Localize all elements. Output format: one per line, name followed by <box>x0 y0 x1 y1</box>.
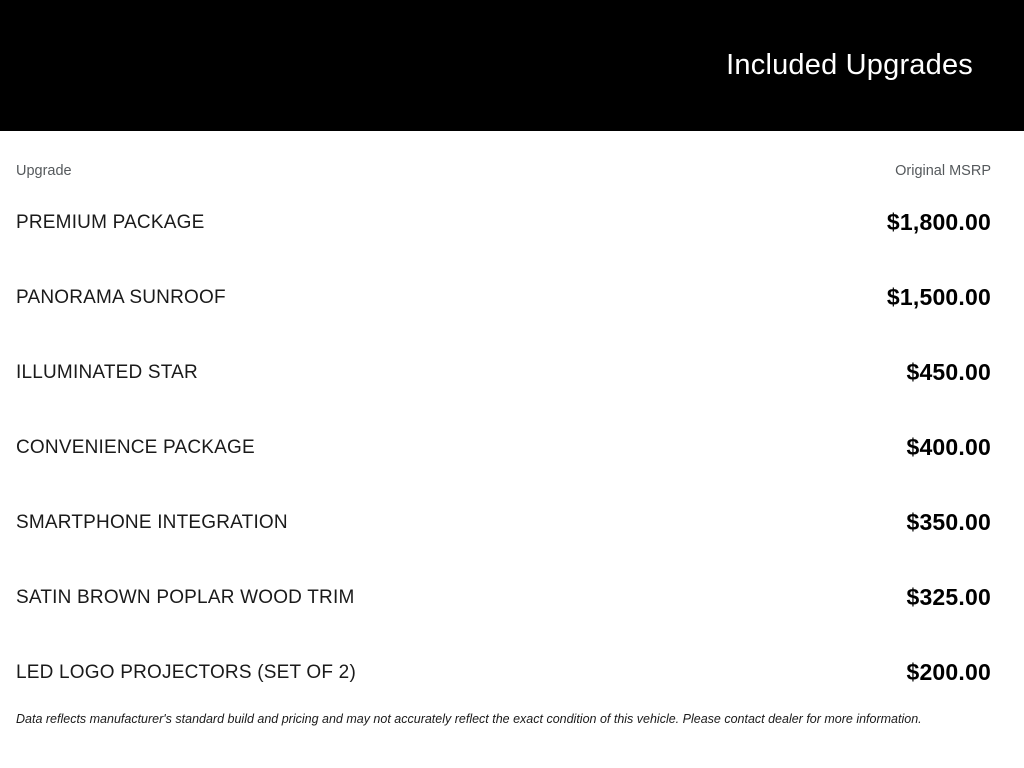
upgrades-table <box>0 131 1024 727</box>
upgrade-name: LED LOGO PROJECTORS (SET OF 2) <box>16 661 356 683</box>
table-row <box>16 410 991 485</box>
table-row <box>16 560 991 635</box>
column-header-upgrade: Upgrade <box>16 163 72 179</box>
upgrade-rows <box>16 185 991 710</box>
upgrade-name: PREMIUM PACKAGE <box>16 211 205 233</box>
upgrade-msrp-value: $200.00 <box>906 659 991 685</box>
table-row <box>16 485 991 560</box>
page-title: Included Upgrades <box>726 49 973 81</box>
upgrade-msrp-value: $1,500.00 <box>886 284 991 310</box>
column-header-original-msrp: Original MSRP <box>895 163 991 179</box>
upgrade-name: PANORAMA SUNROOF <box>16 286 226 308</box>
table-row <box>16 185 991 260</box>
upgrade-msrp-value: $350.00 <box>906 509 991 535</box>
upgrade-msrp-value: $1,800.00 <box>886 209 991 235</box>
upgrade-name: SATIN BROWN POPLAR WOOD TRIM <box>16 586 355 608</box>
disclaimer-text: Data reflects manufacturer's standard build and pricing and may not accurately reflect the exact condition of this vehicle. Please contact dealer for more information. <box>16 712 922 726</box>
table-row <box>16 335 991 410</box>
upgrade-msrp-value: $450.00 <box>906 359 991 385</box>
included-upgrades-header <box>0 0 1024 131</box>
table-row <box>16 260 991 335</box>
upgrade-msrp-value: $325.00 <box>906 584 991 610</box>
upgrade-msrp-value: $400.00 <box>906 434 991 460</box>
upgrade-name: SMARTPHONE INTEGRATION <box>16 511 288 533</box>
upgrade-name: CONVENIENCE PACKAGE <box>16 436 255 458</box>
table-row <box>16 635 991 710</box>
table-column-headers <box>16 131 991 179</box>
upgrade-name: ILLUMINATED STAR <box>16 361 198 383</box>
